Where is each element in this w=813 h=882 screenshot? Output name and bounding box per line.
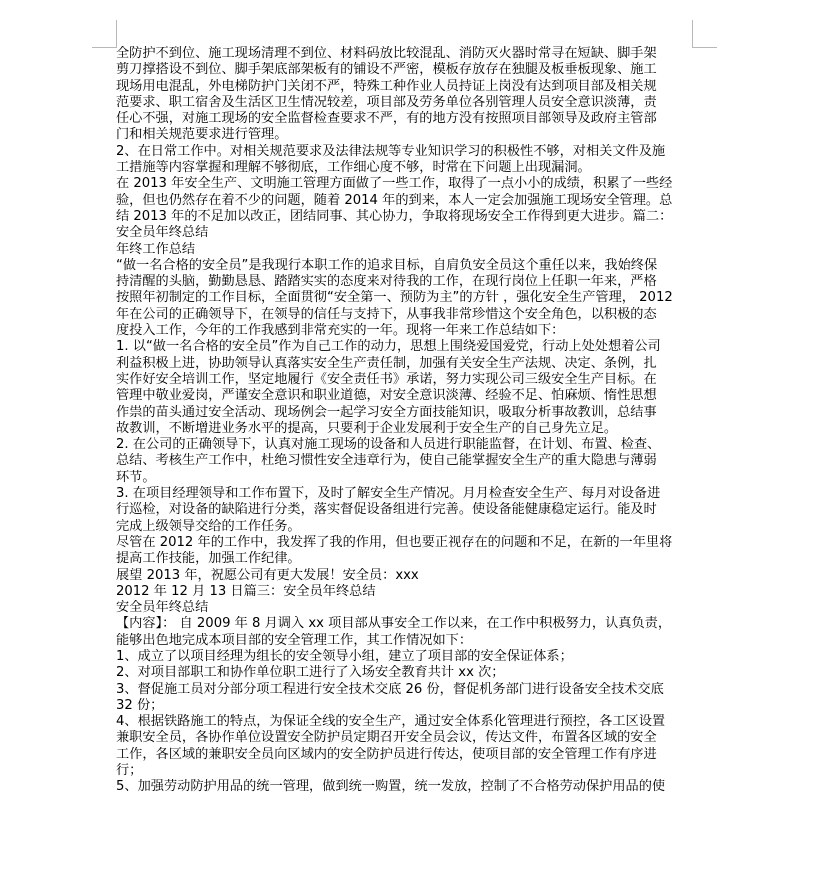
text-line: 全防护不到位、施工现场清理不到位、材料码放比较混乱、消防灭火器时常寻在短缺、脚手架 xyxy=(116,46,657,61)
text-line: 验，但也仍然存在着不少的问题，随着 2014 年的到来，本人一定会加强施工现场安全管理。总 xyxy=(116,192,673,208)
text-line: 行； xyxy=(116,763,143,779)
text-line: 行巡检，对设备的缺陷进行分类，落实督促设备组进行完善。使设备能健康稳定运行。能及时 xyxy=(116,502,657,518)
text-line: 故教训，不断增进业务水平的提高，只要利于企业发展利于安全生产的自己身先立足。 xyxy=(116,420,618,436)
text-line: 2、对项目部职工和协作单位职工进行了入场安全教育共计 xx 次； xyxy=(116,665,505,681)
text-line: 范要求、职工宿舍及生活区卫生情况较差，项目部及劳务单位各别管理人员安全意识淡薄，责 xyxy=(116,94,657,110)
text-line: 兼职安全员，各协作单位设置安全防护员定期召开安全员会议，传达文件，布置各区域的安全 xyxy=(116,730,657,746)
text-line: “做一名合格的安全员”是我现行本职工作的追求目标，自肩负安全员这个重任以来，我始终保 xyxy=(116,257,658,273)
text-line: 4、根据铁路施工的特点，为保证全线的安全生产，通过安全体系化管理进行预控，各工区设置 xyxy=(116,714,666,730)
text-line: 1. 以“做一名合格的安全员”作为自己工作的动力，思想上围绕爱国爱党，行动上处处想着公司 xyxy=(116,339,661,355)
text-line: 年在公司的正确领导下，在领导的信任与支持下，从事我非常珍惜这个安全角色，以积极的态 xyxy=(116,306,657,322)
text-line: 总结、考核生产工作中，杜绝习惯性安全违章行为，使自己能掌握安全生产的重大隐患与薄弱 xyxy=(116,453,657,469)
text-line: 结 2013 年的不足加以改正，团结同事、其心协力，争取将现场安全工作得到更大进步。篇二： xyxy=(116,208,673,224)
text-line: 按照年初制定的工作目标，全面贯彻“安全第一、预防为主”的方针 ，强化安全生产管理， 2012 xyxy=(116,290,673,306)
text-line: 展望 2013 年，祝愿公司有更大发展！安全员：xxx xyxy=(116,567,419,583)
text-line: 安全员年终总结 xyxy=(116,600,209,616)
text-line: 度投入工作，今年的工作我感到非常充实的一年。现将一年来工作总结如下： xyxy=(116,323,565,339)
document-body xyxy=(116,46,694,796)
text-line: 1、成立了以项目经理为组长的安全领导小组，建立了项目部的安全保证体系； xyxy=(116,648,573,664)
text-line: 环节。 xyxy=(116,469,156,485)
page-corner-mark-top-left xyxy=(92,20,117,48)
text-line: 完成上级领导交给的工作任务。 xyxy=(116,518,301,534)
text-line: 尽管在 2012 年的工作中，我发挥了我的作用，但也要正视存在的问题和不足，在新的一年里将 xyxy=(116,534,673,550)
text-line: 工措施等内容掌握和理解不够彻底，工作细心度不够，时常在下问题上出现漏洞。 xyxy=(116,160,591,176)
text-line: 持清醒的头脑，勤勤恳恳、踏踏实实的态度来对待我的工作，在现行岗位上任职一年来，严格 xyxy=(116,274,657,290)
text-line: 2012 年 12 月 13 日篇三：安全员年终总结 xyxy=(116,583,376,599)
text-line: 利益积极上进，协助领导认真落实安全生产责任制，加强有关安全生产法规、决定、条例，扎 xyxy=(116,355,657,371)
text-line: 剪刀撑搭设不到位、脚手架底部架板有的铺设不严密，模板存放存在独腿及板垂板现象、施工 xyxy=(116,62,657,78)
text-line: 5、加强劳动防护用品的统一管理，做到统一购置，统一发放，控制了不合格劳动保护用品的使 xyxy=(116,779,666,795)
text-line: 年终工作总结 xyxy=(116,241,196,257)
text-line: 管理中敬业爱岗，严谨安全意识和职业道德，对安全意识淡薄、经验不足、怕麻烦、惰性思想 xyxy=(116,388,657,404)
text-line: 安全员年终总结 xyxy=(116,225,209,241)
text-line: 在 2013 年安全生产、文明施工管理方面做了一些工作，取得了一点小小的成绩，积累了一些经 xyxy=(116,176,673,192)
text-line: 32 份； xyxy=(116,697,164,713)
text-line: 现场用电混乱，外电梯防护门关闭不严，特殊工种作业人员持证上岗没有达到项目部及相关规 xyxy=(116,78,657,94)
page-corner-mark-top-right xyxy=(692,20,717,48)
text-line: 3. 在项目经理领导和工作布置下，及时了解安全生产情况。月月检查安全生产、每月对设备进 xyxy=(116,486,661,502)
text-line: 实作好安全培训工作，坚定地履行《安全责任书》承诺，努力实现公司三级安全生产目标。在 xyxy=(116,371,657,387)
text-line: 3、督促施工员对分部分项工程进行安全技术交底 26 份，督促机务部门进行设备安全技术交底 xyxy=(116,681,664,697)
text-line: 工作，各区域的兼职安全员向区域内的安全防护员进行传达，使项目部的安全管理工作有序进 xyxy=(116,746,657,762)
text-line: 2、在日常工作中。对相关规范要求及法律法规等专业知识学习的积极性不够，对相关文件及施 xyxy=(116,143,666,159)
text-line: 2. 在公司的正确领导下，认真对施工现场的设备和人员进行职能监督，在计划、布置、检查、 xyxy=(116,437,661,453)
text-line: 任心不强，对施工现场的安全监督检查要求不严，有的地方没有按照项目部领导及政府主管部 xyxy=(116,111,657,127)
text-line: 门和相关规范要求进行管理。 xyxy=(116,127,288,143)
text-line: 提高工作技能，加强工作纪律。 xyxy=(116,551,301,567)
text-line: 【内容】： 自 2009 年 8 月调入 xx 项目部从事安全工作以来，在工作中积极努力，认真负责， xyxy=(116,616,672,632)
text-line: 作祟的苗头通过安全活动、现场例会一起学习安全方面技能知识，吸取分析事故教训，总结事 xyxy=(116,404,657,420)
text-line: 能够出色地完成本项目部的安全管理工作，其工作情况如下： xyxy=(116,632,473,648)
